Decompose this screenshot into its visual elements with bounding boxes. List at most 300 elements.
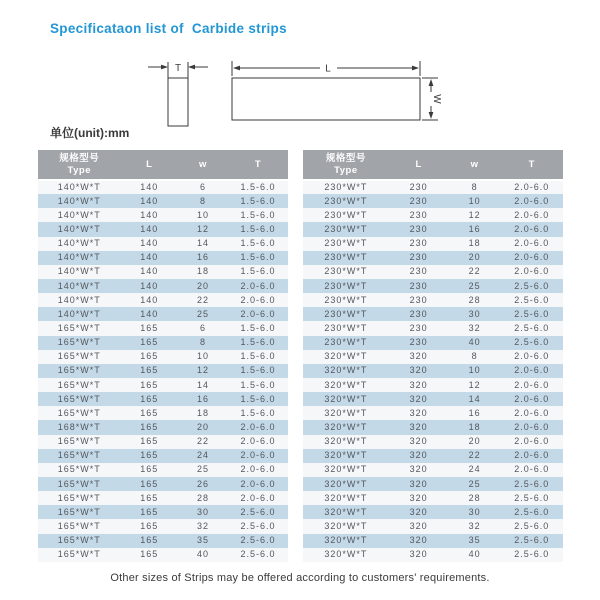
cell-l: 165	[140, 535, 159, 546]
cell-w: 8	[471, 182, 478, 193]
cell-type: 230*W*T	[324, 252, 368, 263]
cell-type: 140*W*T	[57, 280, 101, 291]
cell-t: 2.0-6.0	[514, 223, 550, 234]
cell-l: 230	[409, 223, 428, 234]
cell-type: 140*W*T	[57, 252, 101, 263]
cell-l: 230	[409, 182, 428, 193]
cell-t: 2.0-6.0	[240, 421, 276, 432]
cell-l: 230	[409, 294, 428, 305]
cell-type: 230*W*T	[324, 238, 368, 249]
cell-t: 1.5-6.0	[240, 351, 276, 362]
cell-t: 2.5-6.0	[240, 506, 276, 517]
table-row	[303, 548, 563, 562]
cell-l: 320	[409, 379, 428, 390]
cell-w: 22	[196, 294, 209, 305]
cell-l: 320	[409, 450, 428, 461]
cell-l: 230	[409, 252, 428, 263]
cell-type: 165*W*T	[57, 365, 101, 376]
cell-type: 230*W*T	[324, 209, 368, 220]
table-row	[38, 406, 288, 420]
cell-l: 140	[140, 195, 159, 206]
cell-w: 20	[196, 421, 209, 432]
table-row	[38, 463, 288, 477]
cell-type: 140*W*T	[57, 223, 101, 234]
cell-l: 140	[140, 209, 159, 220]
table-row	[303, 208, 563, 222]
cell-l: 320	[409, 393, 428, 404]
cell-w: 25	[196, 308, 209, 319]
cell-w: 32	[468, 322, 481, 333]
cell-type: 230*W*T	[324, 195, 368, 206]
cell-w: 35	[468, 535, 481, 546]
cell-type: 165*W*T	[57, 478, 101, 489]
table-row	[38, 208, 288, 222]
cell-type: 165*W*T	[57, 506, 101, 517]
table-row	[38, 194, 288, 208]
table-row	[303, 251, 563, 265]
cell-w: 8	[471, 351, 478, 362]
cell-l: 165	[140, 379, 159, 390]
cell-type: 165*W*T	[57, 492, 101, 503]
table-row	[38, 420, 288, 434]
cell-type: 165*W*T	[57, 337, 101, 348]
col-header-w: w	[449, 150, 501, 180]
cell-type: 165*W*T	[57, 407, 101, 418]
spec-table-left	[38, 150, 288, 562]
cell-t: 1.5-6.0	[240, 379, 276, 390]
cell-l: 165	[140, 492, 159, 503]
cell-l: 165	[140, 450, 159, 461]
cell-w: 14	[468, 393, 481, 404]
table-row	[38, 449, 288, 463]
cell-t: 2.5-6.0	[514, 549, 550, 560]
cell-t: 2.0-6.0	[514, 464, 550, 475]
table-row	[303, 392, 563, 406]
cell-l: 140	[140, 280, 159, 291]
cell-w: 24	[468, 464, 481, 475]
table-row	[303, 222, 563, 236]
cell-t: 2.0-6.0	[240, 294, 276, 305]
cell-t: 2.5-6.0	[514, 280, 550, 291]
cell-w: 10	[468, 195, 481, 206]
table-row	[38, 505, 288, 519]
cell-w: 18	[196, 266, 209, 277]
cell-type: 140*W*T	[57, 238, 101, 249]
cell-w: 8	[199, 337, 206, 348]
table-row	[38, 364, 288, 378]
t-dim-label: T	[174, 63, 182, 74]
cell-t: 1.5-6.0	[240, 238, 276, 249]
cell-l: 140	[140, 266, 159, 277]
cell-l: 230	[409, 280, 428, 291]
cell-l: 165	[140, 365, 159, 376]
cell-l: 140	[140, 252, 159, 263]
strip-end-rect	[168, 78, 188, 126]
cell-t: 2.5-6.0	[514, 478, 550, 489]
page-title: Specificataon list of Carbide strips	[50, 21, 287, 36]
table-row	[303, 435, 563, 449]
cell-l: 320	[409, 365, 428, 376]
cell-type: 320*W*T	[324, 464, 368, 475]
cell-l: 140	[140, 182, 159, 193]
cell-type: 165*W*T	[57, 520, 101, 531]
spec-table-right	[303, 150, 563, 562]
cell-type: 320*W*T	[324, 478, 368, 489]
col-header-type-cn: 规格型号	[325, 152, 366, 164]
cell-l: 320	[409, 520, 428, 531]
cell-w: 20	[468, 436, 481, 447]
cell-t: 2.0-6.0	[514, 351, 550, 362]
header-row	[303, 150, 563, 180]
cell-type: 165*W*T	[57, 535, 101, 546]
cell-type: 320*W*T	[324, 506, 368, 517]
cell-type: 320*W*T	[324, 421, 368, 432]
cell-w: 24	[196, 450, 209, 461]
cell-t: 2.0-6.0	[240, 492, 276, 503]
cell-l: 140	[140, 223, 159, 234]
cell-l: 320	[409, 549, 428, 560]
cell-w: 12	[196, 223, 209, 234]
cell-w: 32	[196, 520, 209, 531]
cell-t: 1.5-6.0	[240, 393, 276, 404]
cell-w: 12	[468, 209, 481, 220]
cell-l: 165	[140, 407, 159, 418]
cell-type: 140*W*T	[57, 209, 101, 220]
cell-l: 320	[409, 506, 428, 517]
cell-l: 320	[409, 407, 428, 418]
cell-l: 165	[140, 549, 159, 560]
table-row	[303, 463, 563, 477]
cell-l: 320	[409, 535, 428, 546]
cell-type: 230*W*T	[324, 294, 368, 305]
table-row	[303, 505, 563, 519]
table-row	[38, 548, 288, 562]
cell-l: 230	[409, 209, 428, 220]
cell-l: 320	[409, 492, 428, 503]
cell-t: 2.0-6.0	[514, 379, 550, 390]
arrowhead-up-icon	[429, 79, 434, 86]
cell-type: 320*W*T	[324, 436, 368, 447]
cell-w: 30	[196, 506, 209, 517]
cell-l: 230	[409, 238, 428, 249]
cell-w: 25	[468, 280, 481, 291]
cell-l: 165	[140, 337, 159, 348]
col-header-type	[38, 150, 121, 180]
table-row	[303, 449, 563, 463]
cell-t: 2.0-6.0	[240, 436, 276, 447]
cell-l: 230	[409, 195, 428, 206]
table-body-right	[303, 180, 563, 562]
footer-note: Other sizes of Strips may be offered according to customers' requirements.	[110, 572, 490, 584]
cell-l: 165	[140, 506, 159, 517]
cell-w: 6	[199, 182, 206, 193]
cell-w: 14	[196, 379, 209, 390]
cell-t: 2.5-6.0	[514, 535, 550, 546]
cell-t: 2.5-6.0	[514, 337, 550, 348]
cell-type: 320*W*T	[324, 407, 368, 418]
cell-w: 16	[468, 407, 481, 418]
table-row	[38, 477, 288, 491]
cell-w: 22	[468, 266, 481, 277]
table-row	[303, 477, 563, 491]
cell-t: 1.5-6.0	[240, 252, 276, 263]
cell-w: 28	[196, 492, 209, 503]
table-row	[303, 265, 563, 279]
cell-t: 2.0-6.0	[240, 308, 276, 319]
table-row	[303, 237, 563, 251]
cell-t: 2.0-6.0	[514, 209, 550, 220]
cell-l: 165	[140, 436, 159, 447]
cell-t: 2.0-6.0	[514, 252, 550, 263]
col-header-l: L	[389, 150, 449, 180]
cell-t: 2.5-6.0	[240, 520, 276, 531]
cell-w: 16	[196, 252, 209, 263]
cell-w: 28	[468, 294, 481, 305]
cell-w: 20	[468, 252, 481, 263]
cell-t: 2.5-6.0	[240, 549, 276, 560]
cell-w: 22	[468, 450, 481, 461]
cell-type: 320*W*T	[324, 450, 368, 461]
cell-t: 1.5-6.0	[240, 223, 276, 234]
table-row	[38, 491, 288, 505]
table-row	[303, 364, 563, 378]
cell-w: 10	[196, 351, 209, 362]
cell-t: 2.5-6.0	[514, 506, 550, 517]
cell-w: 26	[196, 478, 209, 489]
strip-top-rect	[232, 78, 420, 120]
table-row	[303, 307, 563, 321]
cell-l: 230	[409, 322, 428, 333]
cell-l: 230	[409, 266, 428, 277]
cell-l: 165	[140, 520, 159, 531]
col-header-type	[303, 150, 389, 180]
table-row	[303, 491, 563, 505]
cell-type: 140*W*T	[57, 308, 101, 319]
cell-l: 320	[409, 421, 428, 432]
arrowhead-right-icon	[161, 65, 168, 70]
cell-type: 165*W*T	[57, 549, 101, 560]
cell-l: 165	[140, 421, 159, 432]
dimension-diagram	[140, 56, 460, 134]
cell-type: 320*W*T	[324, 351, 368, 362]
cell-type: 230*W*T	[324, 266, 368, 277]
col-header-t: T	[501, 150, 563, 180]
cell-type: 230*W*T	[324, 322, 368, 333]
cell-type: 320*W*T	[324, 520, 368, 531]
arrowhead-down-icon	[429, 112, 434, 119]
cell-type: 230*W*T	[324, 223, 368, 234]
cell-w: 18	[196, 407, 209, 418]
table-row	[303, 293, 563, 307]
cell-l: 230	[409, 308, 428, 319]
cell-t: 1.5-6.0	[240, 322, 276, 333]
cell-l: 140	[140, 294, 159, 305]
cell-w: 22	[196, 436, 209, 447]
table-row	[38, 336, 288, 350]
cell-type: 230*W*T	[324, 337, 368, 348]
cell-w: 28	[468, 492, 481, 503]
cell-l: 230	[409, 337, 428, 348]
cell-type: 165*W*T	[57, 379, 101, 390]
cell-type: 165*W*T	[57, 450, 101, 461]
arrowhead-left-icon	[233, 66, 240, 71]
cell-type: 320*W*T	[324, 393, 368, 404]
table-row	[38, 350, 288, 364]
cell-t: 2.0-6.0	[240, 478, 276, 489]
cell-t: 1.5-6.0	[240, 195, 276, 206]
cell-type: 230*W*T	[324, 182, 368, 193]
table-row	[38, 435, 288, 449]
table-row	[303, 321, 563, 335]
cell-w: 40	[468, 549, 481, 560]
cell-type: 230*W*T	[324, 308, 368, 319]
cell-w: 10	[468, 365, 481, 376]
cell-l: 140	[140, 238, 159, 249]
table-row	[38, 534, 288, 548]
table-row	[38, 378, 288, 392]
cell-t: 2.0-6.0	[514, 365, 550, 376]
cell-w: 16	[196, 393, 209, 404]
cell-t: 1.5-6.0	[240, 209, 276, 220]
cell-t: 2.0-6.0	[514, 238, 550, 249]
cell-type: 165*W*T	[57, 464, 101, 475]
cell-w: 32	[468, 520, 481, 531]
table-body-left	[38, 180, 288, 562]
cell-type: 140*W*T	[57, 294, 101, 305]
cell-l: 165	[140, 393, 159, 404]
cell-w: 10	[196, 209, 209, 220]
cell-w: 30	[468, 308, 481, 319]
cell-l: 320	[409, 351, 428, 362]
strip-top-view	[232, 61, 442, 120]
cell-t: 2.0-6.0	[514, 407, 550, 418]
cell-t: 2.0-6.0	[514, 436, 550, 447]
cell-w: 40	[196, 549, 209, 560]
cell-t: 1.5-6.0	[240, 365, 276, 376]
table-row	[38, 293, 288, 307]
cell-w: 6	[199, 322, 206, 333]
spec-tables	[38, 150, 563, 562]
table-row	[38, 279, 288, 293]
cell-t: 2.5-6.0	[514, 520, 550, 531]
cell-t: 2.0-6.0	[514, 393, 550, 404]
cell-w: 30	[468, 506, 481, 517]
table-row	[303, 336, 563, 350]
cell-t: 1.5-6.0	[240, 337, 276, 348]
cell-type: 230*W*T	[324, 280, 368, 291]
header-row	[38, 150, 288, 180]
table-row	[303, 378, 563, 392]
arrowhead-left-icon	[188, 65, 195, 70]
w-dim-label: W	[431, 94, 442, 104]
cell-l: 165	[140, 322, 159, 333]
cell-t: 1.5-6.0	[240, 266, 276, 277]
cell-type: 140*W*T	[57, 182, 101, 193]
col-header-type-cn: 规格型号	[59, 152, 100, 164]
cell-l: 165	[140, 351, 159, 362]
col-header-t: T	[228, 150, 288, 180]
cell-l: 320	[409, 478, 428, 489]
cell-t: 2.5-6.0	[514, 322, 550, 333]
cell-w: 25	[468, 478, 481, 489]
table-row	[38, 265, 288, 279]
cell-type: 165*W*T	[57, 322, 101, 333]
cell-t: 1.5-6.0	[240, 182, 276, 193]
table-row	[303, 180, 563, 194]
cell-t: 2.0-6.0	[240, 280, 276, 291]
cell-w: 35	[196, 535, 209, 546]
l-dim-label: L	[325, 63, 331, 75]
table-row	[303, 194, 563, 208]
cell-t: 2.5-6.0	[514, 294, 550, 305]
col-header-type-en: Type	[67, 164, 91, 176]
cell-w: 8	[199, 195, 206, 206]
cell-w: 18	[468, 238, 481, 249]
unit-label: 单位(unit):mm	[50, 126, 130, 140]
col-header-l: L	[121, 150, 179, 180]
cell-t: 2.0-6.0	[240, 450, 276, 461]
table-row	[303, 519, 563, 533]
cell-t: 2.0-6.0	[514, 195, 550, 206]
cell-type: 140*W*T	[57, 266, 101, 277]
col-header-type-en: Type	[334, 164, 358, 176]
cell-type: 165*W*T	[57, 351, 101, 362]
table-row	[38, 251, 288, 265]
table-row	[38, 519, 288, 533]
cell-t: 2.0-6.0	[514, 421, 550, 432]
table-row	[303, 406, 563, 420]
table-row	[303, 534, 563, 548]
table-row	[303, 420, 563, 434]
cell-type: 168*W*T	[57, 421, 101, 432]
cell-type: 320*W*T	[324, 549, 368, 560]
cell-w: 12	[196, 365, 209, 376]
table-row	[38, 180, 288, 194]
cell-w: 14	[196, 238, 209, 249]
arrowhead-right-icon	[412, 66, 419, 71]
cell-w: 12	[468, 379, 481, 390]
cell-t: 2.5-6.0	[240, 535, 276, 546]
cell-t: 2.0-6.0	[514, 450, 550, 461]
cell-w: 25	[196, 464, 209, 475]
cell-type: 320*W*T	[324, 379, 368, 390]
table-row	[303, 279, 563, 293]
cell-t: 2.5-6.0	[514, 308, 550, 319]
cell-t: 2.0-6.0	[514, 266, 550, 277]
cell-l: 320	[409, 464, 428, 475]
thickness-end-view	[148, 62, 208, 126]
table-row	[303, 350, 563, 364]
cell-w: 20	[196, 280, 209, 291]
cell-type: 140*W*T	[57, 195, 101, 206]
cell-type: 320*W*T	[324, 492, 368, 503]
table-row	[38, 307, 288, 321]
cell-w: 40	[468, 337, 481, 348]
cell-type: 320*W*T	[324, 365, 368, 376]
table-row	[38, 222, 288, 236]
table-row	[38, 321, 288, 335]
cell-type: 320*W*T	[324, 535, 368, 546]
cell-w: 16	[468, 223, 481, 234]
cell-l: 140	[140, 308, 159, 319]
table-row	[38, 237, 288, 251]
cell-t: 2.0-6.0	[514, 182, 550, 193]
cell-type: 165*W*T	[57, 436, 101, 447]
cell-l: 165	[140, 464, 159, 475]
table-row	[38, 392, 288, 406]
cell-l: 320	[409, 436, 428, 447]
col-header-w: w	[178, 150, 228, 180]
